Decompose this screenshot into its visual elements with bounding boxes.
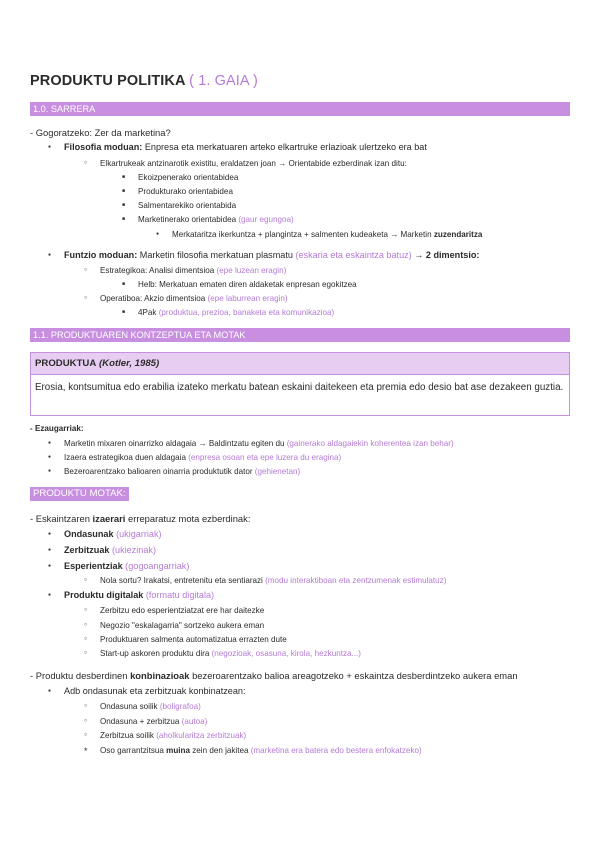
section-header-sarrera: 1.0. SARRERA — [30, 102, 570, 116]
list-item-digital-3: ○ Produktuaren salmenta automatizatua errazten dute — [100, 633, 287, 646]
definition-box — [30, 352, 570, 416]
produktu-motak-tag: PRODUKTU MOTAK: — [30, 487, 129, 501]
intro-question: - Gogoratzeko: Zer da marketina? — [30, 127, 171, 138]
list-item-operatiboa: ○ Operatiboa: Akzio dimentsioa (epe laburrean eragin) — [100, 292, 288, 305]
list-item-filosofia: ● Filosofia moduan: Enpresa eta merkatuaren arteko elkartruke erlazioak ulertzeko era bat — [64, 141, 427, 154]
list-item-digital-1: ○ Zerbitzu edo esperientziatzat ere har daitezke — [100, 604, 264, 617]
ezaugarriak-label: - Ezaugarriak: — [30, 424, 84, 433]
list-item-orientabidea-3: ■ Salmentarekiko orientabida — [138, 199, 236, 212]
list-item-konb-4: * Oso garrantzitsua muina zein den jakitea (marketina era batera edo bestera enfokatzeko) — [100, 744, 422, 757]
page-title: PRODUKTU POLITIKA ( 1. GAIA ) — [30, 73, 258, 89]
list-item-konb-3: ○ Zerbitzua soilik (aholkularitza zerbitzuak) — [100, 729, 246, 742]
list-item-estrategikoa: ○ Estrategikoa: Analisi dimentsioa (epe luzean eragin) — [100, 264, 286, 277]
list-item-ezaugarria-2: ● Izaera estrategikoa duen aldagaia (enpresa osoan eta epe luzera du eragina) — [64, 451, 341, 464]
list-item-merkataritza: ● Merkataritza ikerkuntza + plangintza + salmenten kudeaketa → Marketin zuzendaritza — [172, 228, 482, 241]
list-item-produktu-digitalak: ● Produktu digitalak (formatu digitala) — [64, 589, 214, 602]
list-item-digital-2: ○ Negozio "eskalagarria" sortzeko aukera eman — [100, 619, 264, 632]
list-item-esperientziak: ● Esperientziak (gogoangarriak) — [64, 560, 189, 573]
definition-text: Erosia, kontsumitua edo erabilia izateko merkatu batean eskaini daitekeen eta premia edo desio bat ase dezakeen guztia. — [35, 382, 564, 393]
list-item-digital-4: ○ Start-up askoren produktu dira (negozioak, osasuna, kirola, hezkuntza...) — [100, 647, 361, 660]
list-item-orientabidea-2: ■ Produkturako orientabidea — [138, 185, 233, 198]
list-item-ondasunak: ● Ondasunak (ukigarriak) — [64, 528, 162, 541]
list-item-konb-1: ○ Ondasuna soilik (boligrafoa) — [100, 700, 201, 713]
list-item-4pak: ■ 4Pak (produktua, prezioa, banaketa eta komunikazioa) — [138, 306, 334, 319]
list-item-nola-sortu: ○ Nola sortu? Irakatsi, entretenitu eta sentiarazi (modu interaktiboan eta zentzumenak estimulatuz) — [100, 574, 446, 587]
section-header-kontzeptua: 1.1. PRODUKTUAREN KONTZEPTUA ETA MOTAK — [30, 328, 570, 342]
list-item-helb: ■ Helb: Merkatuan ematen diren aldaketak enpresan egokitzea — [138, 278, 357, 291]
list-item-zerbitzuak: ● Zerbitzuak (ukiezinak) — [64, 544, 156, 557]
list-item-orientabidea-1: ■ Ekoizpenerako orientabidea — [138, 171, 238, 184]
list-item-orientabidea-4: ■ Marketinerako orientabidea (gaur egungoa) — [138, 213, 294, 226]
list-item-elkartrukeak: ○ Elkartrukeak antzinarotik existitu, eraldatzen joan → Orientabide ezberdinak izan ditu: — [100, 157, 407, 170]
motak-intro: - Eskaintzaren izaerari erreparatuz mota ezberdinak: — [30, 513, 251, 524]
list-item-konb-2: ○ Ondasuna + zerbitzua (autoa) — [100, 715, 207, 728]
list-item-funtzio: ● Funtzio moduan: Marketin filosofia merkatuan plasmatu (eskaria eta eskaintza batuz) → 2 dimentsio: — [64, 249, 479, 262]
list-item-adb: ● Adb ondasunak eta zerbitzuak konbinatzean: — [64, 685, 246, 698]
list-item-ezaugarria-3: ● Bezeroarentzako balioaren oinarria produktutik dator (gehienetan) — [64, 465, 300, 478]
list-item-ezaugarria-1: ● Marketin mixaren oinarrizko aldagaia → Baldintzatu egiten du (gainerako aldagaiekin koherentea izan behar) — [64, 437, 454, 450]
definition-header: PRODUKTUA (Kotler, 1985) — [31, 353, 569, 375]
konbinazioak-intro: - Produktu desberdinen konbinazioak bezeroarentzako balioa areagotzeko + eskaintza desberdintzeko aukera eman — [30, 670, 518, 681]
